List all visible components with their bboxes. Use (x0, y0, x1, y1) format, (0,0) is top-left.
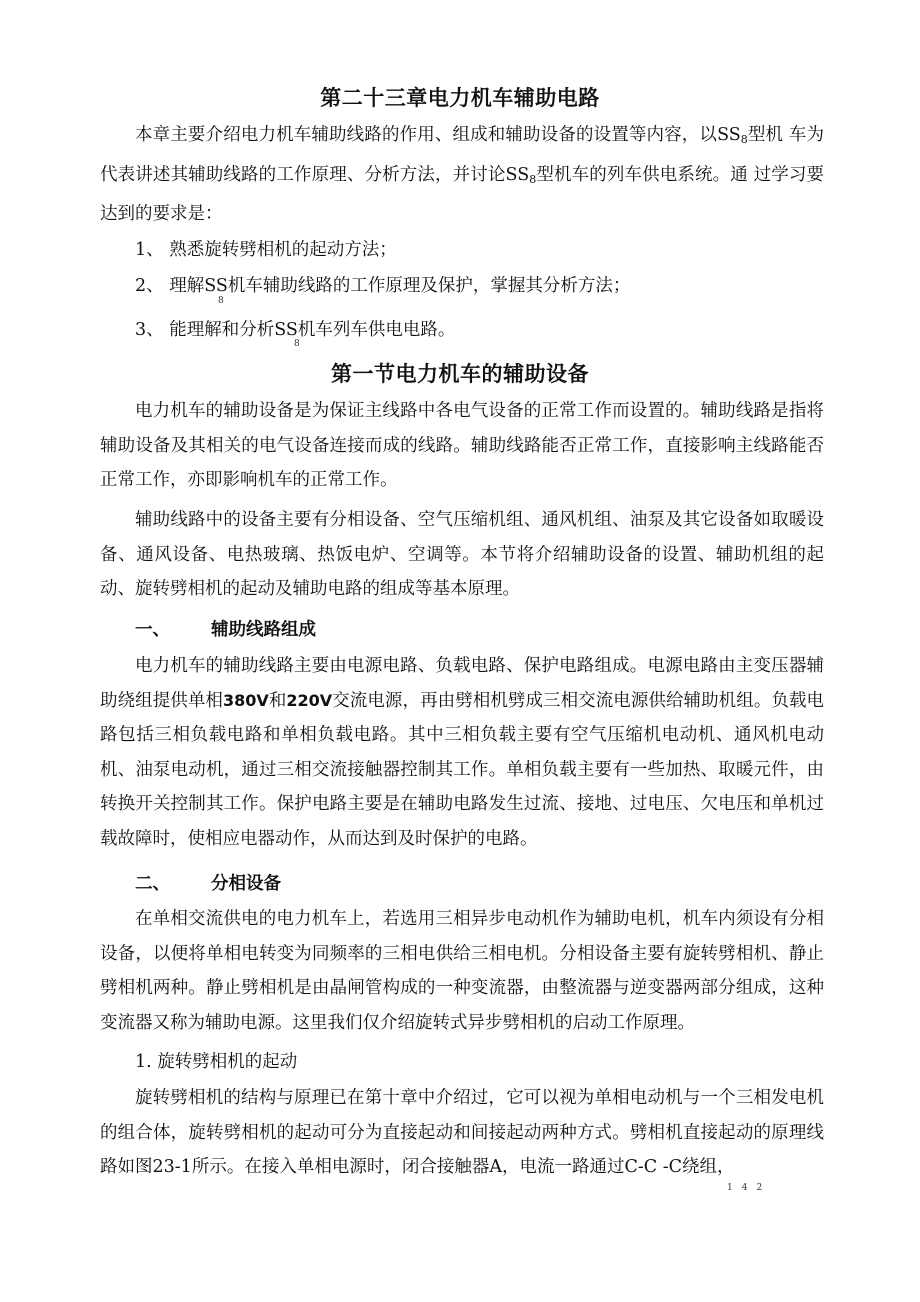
stray-mark: 8 (218, 296, 224, 306)
composition-text-2: 交流电源，再由劈相机劈成三相交流电源供给辅助机组。负载电路包括三相负载电路和单相负载电路。其中三相负载主要有空气压缩机电动机、通风机电动机、油泵电动机，通过三相交流接触器控制其工作。单相负载主要有一些加热、取暖元件，由转换开关控制其工作。保护电路主要是在辅助电路发生过流、接地、过电压、欠电压和单机过载故障时，使相应电器动作，从而达到及时保护的电路。 (100, 690, 825, 849)
heading-text: 辅助线路组成 (211, 620, 316, 640)
chapter-title: 第二十三章电力机车辅助电路 (320, 86, 600, 110)
heading-number: 二、 (135, 874, 170, 894)
stray-mark: 8 (294, 339, 300, 349)
section-paragraph-2: 辅助线路中的设备主要有分相设备、空气压缩机组、通风机组、油泵及其它设备如取暖设备、通风设备、电热玻璃、热饭电炉、空调等。本节将介绍辅助设备的设置、辅助机组的起动、旋转劈相机的起动及辅助电路的组成等基本原理。 (100, 510, 824, 599)
intro-text-1: 本章主要介绍电力机车辅助线路的作用、组成和辅助设备的设置等内容，以SS (135, 125, 741, 145)
requirement-item-3: 3、 能理解和分析SS机车列车供电电路。 (135, 320, 456, 340)
requirement-item-1: 1、 熟悉旋转劈相机的起动方法； (135, 240, 397, 260)
voltage-220: 220V (286, 690, 333, 710)
page-number: 142 (727, 1183, 772, 1193)
composition-and: 和 (268, 690, 287, 711)
section-paragraph-1: 电力机车的辅助设备是为保证主线路中各电气设备的正常工作而设置的。辅助线路是指将辅助设备及其相关的电气设备连接而成的线路。辅助线路能否正常工作，直接影响主线路能否正常工作，亦即影响机车的正常工作。 (100, 401, 824, 490)
intro-text-3: 型机车的列车供电系统。通 过学习要达到的要求是： (100, 164, 825, 224)
intro-paragraph (100, 118, 824, 232)
requirement-item-2: 2、 理解SS机车辅助线路的工作原理及保护，掌握其分析方法； (135, 276, 631, 296)
section-title: 第一节电力机车的辅助设备 (331, 362, 589, 386)
start-paragraph: 旋转劈相机的结构与原理已在第十章中介绍过，它可以视为单相电动机与一个三相发电机的组合体，旋转劈相机的起动可分为直接起动和间接起动两种方式。劈相机直接起动的原理线路如图23-1所示。在接入单相电源时，闭合接触器A，电流一路通过C-C -C绕组， (100, 1088, 824, 1177)
subheading-rotary-start: 1. 旋转劈相机的起动 (135, 1052, 298, 1072)
intro-subscript-2: 8 (529, 172, 537, 186)
heading-phase-equipment (135, 870, 281, 895)
voltage-380: 380V (222, 690, 269, 710)
intro-text-2: 型机 车为代表讲述其辅助线路的工作原理、分析方法，并讨论SS (100, 125, 825, 185)
heading-composition (135, 616, 316, 641)
phase-paragraph: 在单相交流供电的电力机车上，若选用三相异步电动机作为辅助电机，机车内须设有分相设备，以便将单相电转变为同频率的三相电供给三相电机。分相设备主要有旋转劈相机、静止劈相机两种。静止劈相机是由晶闸管构成的一种变流器，由整流器与逆变器两部分组成，这种变流器又称为辅助电源。这里我们仅介绍旋转式异步劈相机的启动工作原理。 (100, 909, 824, 1033)
composition-paragraph (100, 649, 824, 856)
intro-subscript-1: 8 (740, 133, 748, 146)
heading-text: 分相设备 (211, 874, 281, 894)
composition-text-1: 电力机车的辅助线路主要由电源电路、负载电路、保护电路组成。电源电路由主变压器辅助绕组提供单相 (100, 656, 824, 711)
heading-number: 一、 (135, 620, 170, 640)
